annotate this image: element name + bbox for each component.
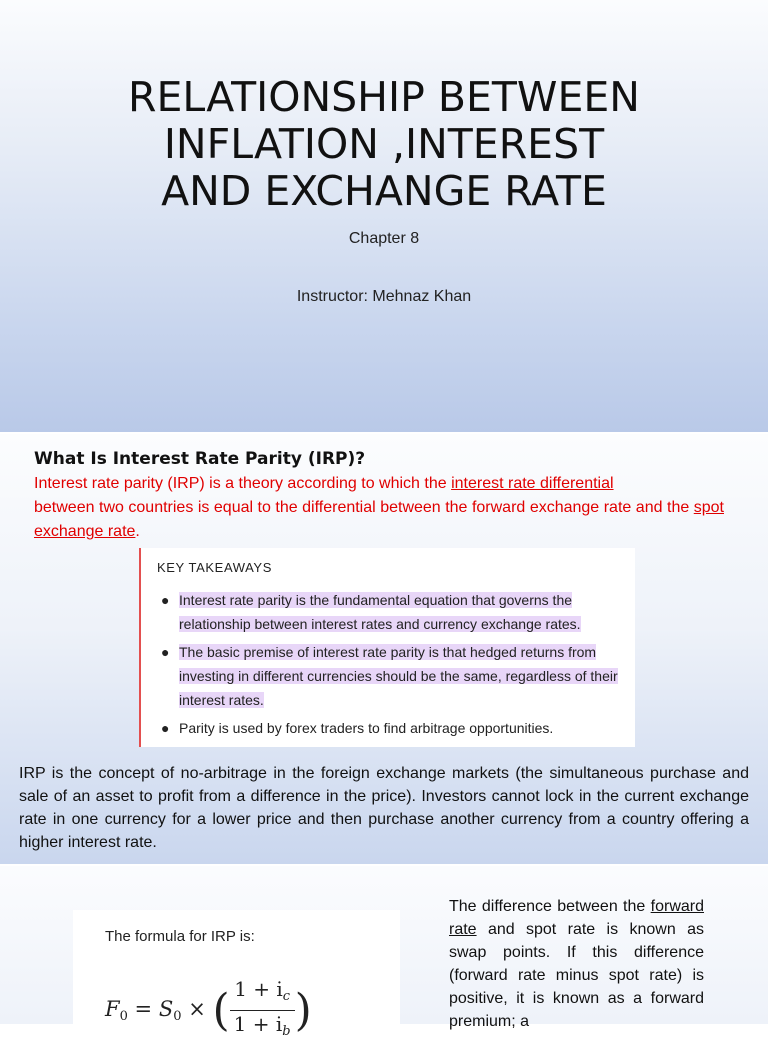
forward-rate-link[interactable]: forward rate xyxy=(449,898,704,938)
swap-text-1: The difference between the xyxy=(449,898,651,915)
formula-times: × xyxy=(188,997,206,1021)
title-line-3: AND EXCHANGE RATE xyxy=(161,167,607,215)
definition-text-2: between two countries is equal to the differential between the forward exchange rate and the xyxy=(34,499,694,516)
irp-formula-slide xyxy=(0,866,768,1039)
title-line-2: INFLATION ,INTEREST xyxy=(163,120,605,168)
takeaway-text: The basic premise of interest rate parity is that hedged returns from investing in different currencies should be the same, regardless of their interest rates. xyxy=(179,644,618,708)
irp-definition-slide xyxy=(0,434,768,864)
fraction-denominator: $1 + i_b$ xyxy=(233,1012,291,1039)
fraction-numerator: $1 + i_c$ xyxy=(230,976,295,1011)
definition-text-3: . xyxy=(135,523,140,540)
title-slide xyxy=(0,0,768,432)
takeaway-item xyxy=(157,716,627,740)
formula-lhs-sub: 0 xyxy=(119,1009,128,1024)
formula-label: The formula for IRP is: xyxy=(105,928,255,945)
takeaway-item xyxy=(157,640,627,712)
bullet-icon: ● xyxy=(161,592,170,608)
takeaway-text: Parity is used by forex traders to find arbitrage opportunities. xyxy=(179,720,554,736)
instructor-label: Instructor: Mehnaz Khan xyxy=(296,288,472,305)
interest-rate-differential-link[interactable]: interest rate differential xyxy=(451,475,614,492)
bullet-icon: ● xyxy=(161,644,170,660)
takeaway-text: Interest rate parity is the fundamental equation that governs the relationship between interest rates and currency exchange rates. xyxy=(179,592,581,632)
formula-fraction xyxy=(230,976,295,1045)
spot-exchange-rate-link[interactable]: spot exchange rate xyxy=(34,499,724,540)
takeaway-item xyxy=(157,588,627,636)
formula-spot-sub: 0 xyxy=(173,1009,182,1024)
swap-text-2: and spot rate is known as swap points. If this difference (forward rate minus spot rate) is positive, it is known as a forward premium; a xyxy=(449,921,704,1030)
slide-title xyxy=(0,74,768,215)
irp-explanation: IRP is the concept of no-arbitrage in the foreign exchange markets (the simultaneous purchase and sale of an asset to profit from a difference in the price). Investors cannot lock in the current exchange rate in one currency for a lower price and then purchase another currency from a country offering a higher interest rate. xyxy=(19,765,749,851)
formula-spot: S xyxy=(158,997,174,1021)
chapter-label: Chapter 8 xyxy=(348,230,420,247)
swap-points-text xyxy=(449,895,704,1033)
key-takeaways-list xyxy=(157,588,627,744)
formula-image xyxy=(73,910,400,1040)
formula-equals: = xyxy=(134,997,153,1021)
right-paren-icon: ) xyxy=(294,984,312,1036)
irp-heading: What Is Interest Rate Parity (IRP)? xyxy=(34,449,366,469)
formula-lhs: F xyxy=(105,997,120,1021)
key-takeaways-header: KEY TAKEAWAYS xyxy=(157,560,272,575)
left-paren-icon: ( xyxy=(212,984,230,1036)
irp-definition xyxy=(34,472,724,544)
irp-formula xyxy=(105,976,312,1045)
bullet-icon: ● xyxy=(161,720,170,736)
title-line-1: RELATIONSHIP BETWEEN xyxy=(128,73,640,121)
definition-text-1: Interest rate parity (IRP) is a theory according to which the xyxy=(34,475,452,492)
key-takeaways-box xyxy=(139,548,635,747)
